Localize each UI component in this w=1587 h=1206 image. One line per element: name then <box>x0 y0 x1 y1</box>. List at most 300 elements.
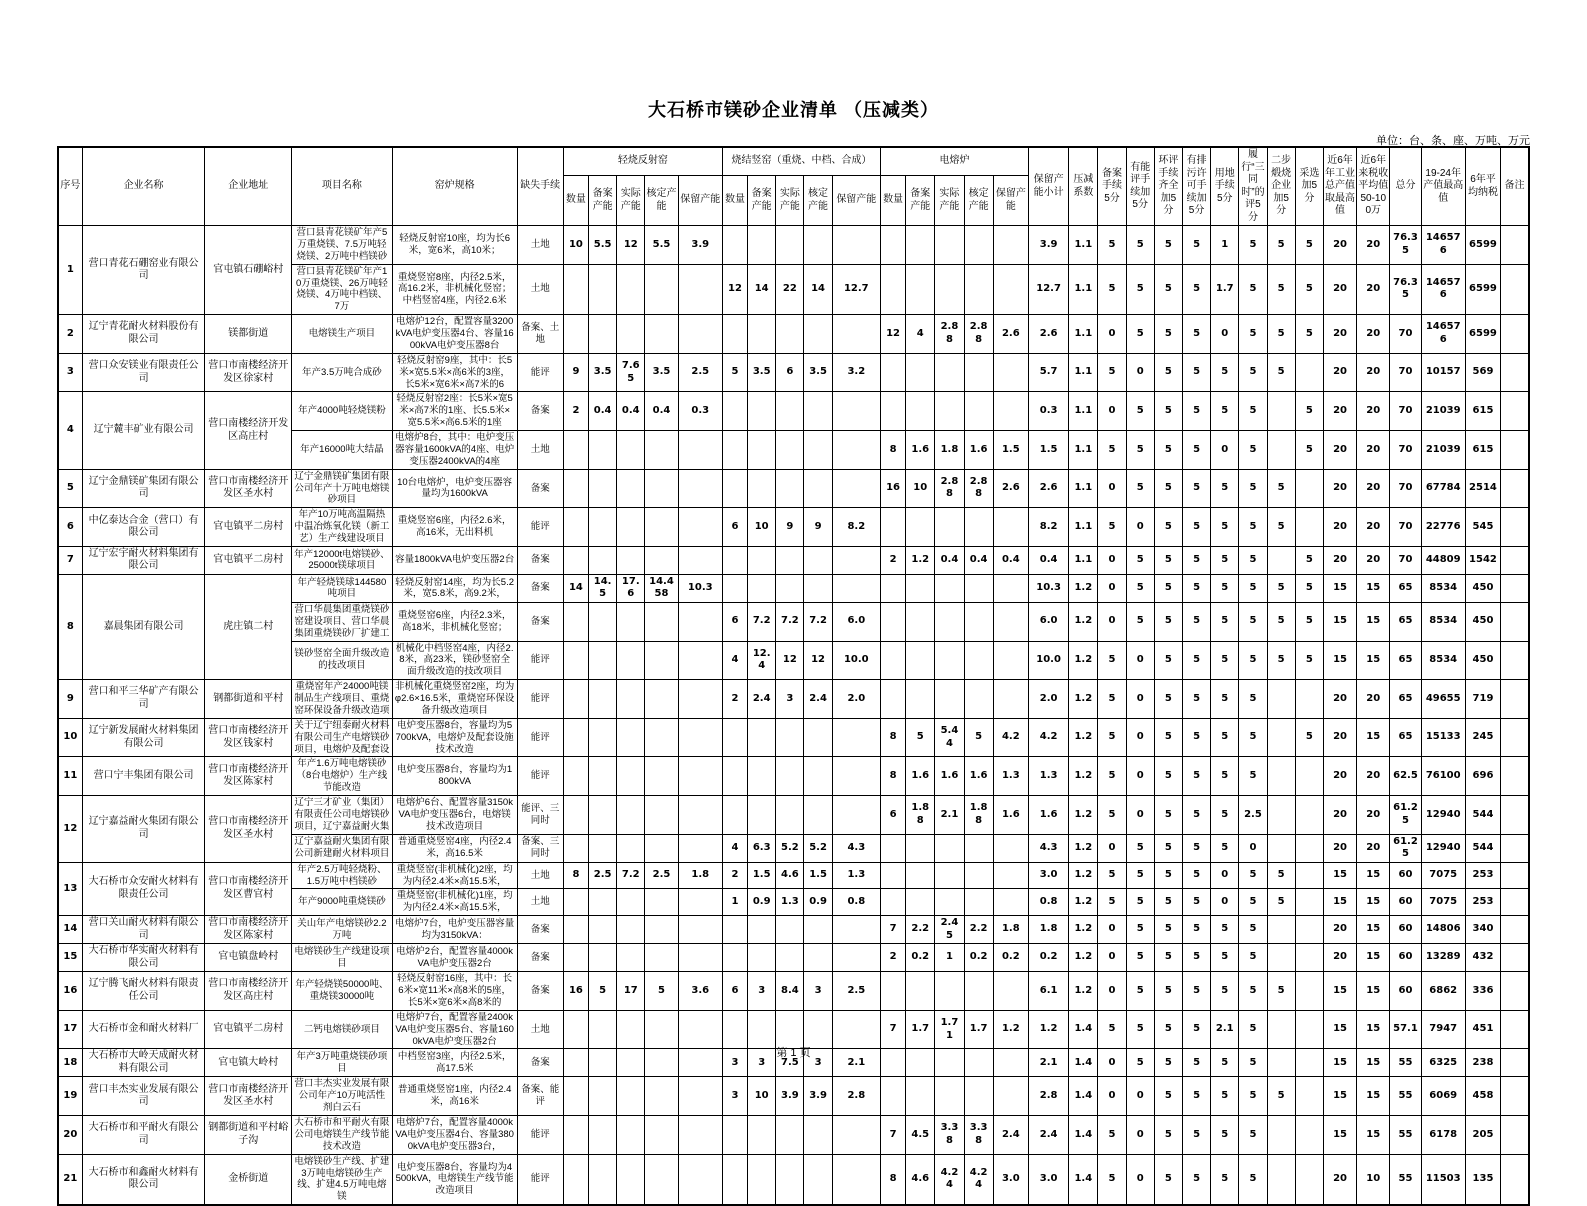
cell-remark <box>1501 944 1529 972</box>
table-header <box>58 147 1529 226</box>
cell-shaft-0 <box>722 546 747 574</box>
cell-light-0: 10 <box>563 226 588 265</box>
cell-missing: 备案 <box>517 1049 563 1077</box>
cell-subtotal: 0.2 <box>1028 944 1068 972</box>
cell-address: 官屯镇大岭村 <box>205 1049 292 1077</box>
cell-light-0 <box>563 944 588 972</box>
cell-subtotal: 1.5 <box>1028 431 1068 470</box>
cell-project: 营口县青花镁矿年产5万重烧镁、7.5万吨轻烧镁、2万吨中档镁砂 <box>292 226 393 265</box>
cell-score-simultaneous: 5 <box>1239 431 1267 470</box>
cell-coefficient: 1.1 <box>1069 546 1098 574</box>
cell-score-mining <box>1295 1154 1323 1205</box>
cell-shaft-1: 1.5 <box>748 862 776 889</box>
cell-score-land: 5 <box>1211 944 1239 972</box>
cell-shaft-0: 5 <box>722 353 747 392</box>
cell-shaft-0 <box>722 1116 747 1155</box>
cell-score-simultaneous: 5 <box>1239 546 1267 574</box>
cell-shaft-1: 6.3 <box>748 834 776 862</box>
table-row <box>58 546 1529 574</box>
cell-project: 辽宁嘉益耐火集团有限公司新建耐火材料项目 <box>292 834 393 862</box>
cell-score-mining: 5 <box>1295 718 1323 757</box>
cell-shaft-4: 2.0 <box>832 680 880 719</box>
cell-subtotal: 0.4 <box>1028 546 1068 574</box>
cell-no: 3 <box>58 353 82 392</box>
cell-light-3 <box>645 889 678 916</box>
cell-furnace-1: 2.2 <box>906 916 935 944</box>
cell-light-2: 17.6 <box>617 574 645 602</box>
sub-header-retained: 保留产能 <box>832 176 880 226</box>
cell-score-pollution: 5 <box>1182 834 1210 862</box>
cell-total-score: 57.1 <box>1390 1010 1421 1049</box>
cell-score-pollution: 5 <box>1182 264 1210 315</box>
cell-subtotal: 1.8 <box>1028 916 1068 944</box>
cell-score-filing: 0 <box>1098 546 1126 574</box>
cell-furnace-0: 16 <box>880 469 905 508</box>
cell-shaft-2: 3.9 <box>776 1077 804 1116</box>
cell-subtotal: 10.3 <box>1028 574 1068 602</box>
cell-missing: 土地 <box>517 862 563 889</box>
cell-shaft-3 <box>804 226 832 265</box>
cell-no: 21 <box>58 1154 82 1205</box>
cell-furnace-3 <box>964 392 993 431</box>
cell-score-mining: 5 <box>1295 226 1323 265</box>
cell-coefficient: 1.4 <box>1069 1154 1098 1205</box>
cell-shaft-1 <box>748 757 776 796</box>
cell-light-0: 8 <box>563 862 588 889</box>
cell-score-eia: 5 <box>1154 862 1182 889</box>
cell-avg-tax: 615 <box>1465 392 1500 431</box>
table-row <box>58 916 1529 944</box>
cell-light-1 <box>589 834 617 862</box>
cell-furnace-1 <box>906 834 935 862</box>
sub-header-approved: 核定产能 <box>804 176 832 226</box>
cell-light-0 <box>563 1154 588 1205</box>
cell-score-twostep <box>1267 680 1295 719</box>
cell-no: 19 <box>58 1077 82 1116</box>
cell-light-1: 5 <box>589 972 617 1011</box>
cell-furnace-1 <box>906 680 935 719</box>
cell-furnace-4 <box>993 1077 1028 1116</box>
cell-light-3 <box>645 508 678 547</box>
cell-shaft-0 <box>722 226 747 265</box>
cell-furnace-4 <box>993 508 1028 547</box>
cell-spec: 中档竖窑3座，内径2.5米，高17.5米 <box>392 1049 517 1077</box>
cell-furnace-1 <box>906 226 935 265</box>
col-header-company: 企业名称 <box>82 147 205 226</box>
cell-coefficient: 1.1 <box>1069 469 1098 508</box>
cell-shaft-2: 6 <box>776 353 804 392</box>
col-header-remark: 备注 <box>1501 147 1529 226</box>
cell-score-filing: 5 <box>1098 264 1126 315</box>
col-header-spec: 窑炉规格 <box>392 147 517 226</box>
cell-score-eia: 5 <box>1154 972 1182 1011</box>
cell-shaft-2: 3 <box>776 680 804 719</box>
cell-light-4: 3.6 <box>678 972 722 1011</box>
cell-light-3: 3.5 <box>645 353 678 392</box>
cell-furnace-4 <box>993 680 1028 719</box>
cell-project: 电熔镁砂生产线建设项目 <box>292 944 393 972</box>
cell-shaft-1 <box>748 392 776 431</box>
cell-light-4 <box>678 469 722 508</box>
cell-missing: 备案 <box>517 392 563 431</box>
cell-furnace-1: 4.6 <box>906 1154 935 1205</box>
cell-score-filing: 0 <box>1098 392 1126 431</box>
cell-shaft-1: 12.4 <box>748 641 776 680</box>
cell-company: 营口青花石硼窑业有限公司 <box>82 226 205 315</box>
cell-missing: 能评 <box>517 757 563 796</box>
cell-score-simultaneous: 5 <box>1239 680 1267 719</box>
cell-score-simultaneous: 5 <box>1239 862 1267 889</box>
cell-project: 年产16000吨大结晶 <box>292 431 393 470</box>
cell-subtotal: 0.8 <box>1028 889 1068 916</box>
cell-score-pollution: 5 <box>1182 431 1210 470</box>
cell-furnace-0: 7 <box>880 916 905 944</box>
cell-score-energy: 0 <box>1126 641 1154 680</box>
cell-shaft-1: 0.9 <box>748 889 776 916</box>
cell-light-2 <box>617 508 645 547</box>
cell-score-filing: 0 <box>1098 1077 1126 1116</box>
cell-missing: 能评 <box>517 641 563 680</box>
cell-score-energy: 5 <box>1126 602 1154 641</box>
col-header-no: 序号 <box>58 147 82 226</box>
cell-light-1 <box>589 796 617 835</box>
cell-furnace-0 <box>880 889 905 916</box>
cell-remark <box>1501 1154 1529 1205</box>
cell-remark <box>1501 916 1529 944</box>
cell-max-output: 6862 <box>1421 972 1465 1011</box>
cell-coefficient: 1.2 <box>1069 602 1098 641</box>
cell-furnace-4: 3.0 <box>993 1154 1028 1205</box>
cell-total-score: 70 <box>1390 508 1421 547</box>
cell-max-output: 76100 <box>1421 757 1465 796</box>
cell-spec: 重烧竖窑6座，内径2.6米，高16米，无出料机 <box>392 508 517 547</box>
table-row <box>58 226 1529 265</box>
cell-score-pollution: 5 <box>1182 508 1210 547</box>
cell-light-4 <box>678 718 722 757</box>
sub-header-actual: 实际产能 <box>617 176 645 226</box>
cell-score-mining <box>1295 972 1323 1011</box>
cell-furnace-4 <box>993 862 1028 889</box>
cell-score-pollution: 5 <box>1182 1077 1210 1116</box>
cell-total-score: 65 <box>1390 602 1421 641</box>
cell-shaft-1 <box>748 916 776 944</box>
cell-shaft-2 <box>776 469 804 508</box>
cell-score-twostep <box>1267 944 1295 972</box>
cell-furnace-2 <box>935 392 964 431</box>
cell-tax-score: 10 <box>1357 1154 1390 1205</box>
cell-shaft-3 <box>804 431 832 470</box>
cell-score-eia: 5 <box>1154 469 1182 508</box>
cell-furnace-0 <box>880 1077 905 1116</box>
cell-furnace-2: 3.38 <box>935 1116 964 1155</box>
sub-header-filed: 备案产能 <box>748 176 776 226</box>
cell-score-eia: 5 <box>1154 226 1182 265</box>
cell-subtotal: 12.7 <box>1028 264 1068 315</box>
cell-spec: 10台电熔炉，电炉变压器容量均为1600kVA <box>392 469 517 508</box>
cell-max-output: 6178 <box>1421 1116 1465 1155</box>
cell-light-4 <box>678 834 722 862</box>
cell-furnace-0 <box>880 834 905 862</box>
cell-light-1 <box>589 602 617 641</box>
cell-project: 年产10万吨高温隔热中温冶炼氧化镁（新工艺）生产线建设项目 <box>292 508 393 547</box>
cell-project: 年产4000吨轻烧镁粉 <box>292 392 393 431</box>
cell-output-score: 20 <box>1323 469 1356 508</box>
cell-output-score: 20 <box>1323 834 1356 862</box>
cell-furnace-0: 2 <box>880 944 905 972</box>
cell-score-filing: 5 <box>1098 641 1126 680</box>
cell-score-energy: 5 <box>1126 264 1154 315</box>
cell-score-mining: 5 <box>1295 264 1323 315</box>
cell-furnace-4 <box>993 226 1028 265</box>
cell-shaft-3 <box>804 757 832 796</box>
cell-score-energy: 0 <box>1126 718 1154 757</box>
cell-no: 20 <box>58 1116 82 1155</box>
cell-score-simultaneous: 5 <box>1239 469 1267 508</box>
col-header-address: 企业地址 <box>205 147 292 226</box>
cell-score-mining: 5 <box>1295 602 1323 641</box>
cell-furnace-1 <box>906 889 935 916</box>
cell-shaft-3 <box>804 1116 832 1155</box>
cell-light-2 <box>617 469 645 508</box>
cell-shaft-3 <box>804 469 832 508</box>
cell-score-simultaneous: 5 <box>1239 1077 1267 1116</box>
cell-score-simultaneous: 5 <box>1239 944 1267 972</box>
cell-address: 官屯镇盘岭村 <box>205 944 292 972</box>
cell-spec: 电熔炉7台，配置容量4000kVA电炉变压器4台、容量3800kVA电炉变压器3台， <box>392 1116 517 1155</box>
cell-score-eia: 5 <box>1154 1077 1182 1116</box>
cell-score-filing: 5 <box>1098 889 1126 916</box>
cell-score-filing: 0 <box>1098 834 1126 862</box>
cell-missing: 能评 <box>517 1116 563 1155</box>
cell-light-0 <box>563 834 588 862</box>
cell-light-2 <box>617 264 645 315</box>
cell-missing: 土地 <box>517 889 563 916</box>
cell-missing: 备案 <box>517 469 563 508</box>
cell-score-energy: 5 <box>1126 392 1154 431</box>
cell-shaft-4: 2.5 <box>832 972 880 1011</box>
cell-light-1 <box>589 1154 617 1205</box>
cell-max-output: 146576 <box>1421 315 1465 354</box>
cell-score-land: 5 <box>1211 469 1239 508</box>
cell-score-twostep <box>1267 1154 1295 1205</box>
cell-shaft-3 <box>804 574 832 602</box>
cell-avg-tax: 135 <box>1465 1154 1500 1205</box>
cell-avg-tax: 2514 <box>1465 469 1500 508</box>
cell-light-4 <box>678 796 722 835</box>
cell-max-output: 146576 <box>1421 264 1465 315</box>
cell-score-twostep: 5 <box>1267 264 1295 315</box>
cell-score-mining <box>1295 353 1323 392</box>
cell-score-mining: 5 <box>1295 315 1323 354</box>
cell-light-2 <box>617 889 645 916</box>
cell-missing: 备案、土地 <box>517 315 563 354</box>
cell-light-0 <box>563 718 588 757</box>
cell-score-simultaneous: 5 <box>1239 508 1267 547</box>
cell-company: 大石桥市华实耐火材料有限公司 <box>82 944 205 972</box>
cell-score-mining <box>1295 862 1323 889</box>
cell-output-score: 15 <box>1323 574 1356 602</box>
cell-light-2 <box>617 680 645 719</box>
cell-score-land: 5 <box>1211 602 1239 641</box>
cell-avg-tax: 458 <box>1465 1077 1500 1116</box>
cell-coefficient: 1.2 <box>1069 796 1098 835</box>
sub-header-approved: 核定产能 <box>964 176 993 226</box>
cell-score-simultaneous: 5 <box>1239 916 1267 944</box>
cell-score-energy: 0 <box>1126 508 1154 547</box>
cell-light-0: 14 <box>563 574 588 602</box>
cell-score-pollution: 5 <box>1182 757 1210 796</box>
cell-address: 营口市南楼经济开发区高庄村 <box>205 972 292 1011</box>
table-row <box>58 862 1529 889</box>
cell-shaft-0 <box>722 392 747 431</box>
cell-company: 辽宁嘉益耐火集团有限公司 <box>82 796 205 863</box>
cell-furnace-1 <box>906 264 935 315</box>
cell-tax-score: 15 <box>1357 889 1390 916</box>
cell-coefficient: 1.2 <box>1069 862 1098 889</box>
cell-shaft-3: 1.5 <box>804 862 832 889</box>
cell-output-score: 15 <box>1323 1077 1356 1116</box>
cell-remark <box>1501 431 1529 470</box>
cell-coefficient: 1.2 <box>1069 972 1098 1011</box>
cell-light-1: 14.5 <box>589 574 617 602</box>
cell-light-1 <box>589 680 617 719</box>
sub-header-retained: 保留产能 <box>678 176 722 226</box>
cell-coefficient: 1.2 <box>1069 916 1098 944</box>
cell-tax-score: 15 <box>1357 1077 1390 1116</box>
cell-missing: 备案 <box>517 546 563 574</box>
cell-shaft-2 <box>776 757 804 796</box>
cell-subtotal: 2.8 <box>1028 1077 1068 1116</box>
cell-furnace-3: 2.88 <box>964 469 993 508</box>
cell-missing: 土地 <box>517 264 563 315</box>
cell-missing: 能评 <box>517 1154 563 1205</box>
cell-score-twostep: 5 <box>1267 353 1295 392</box>
cell-total-score: 65 <box>1390 574 1421 602</box>
cell-furnace-4 <box>993 574 1028 602</box>
cell-shaft-2: 9 <box>776 508 804 547</box>
cell-spec: 电熔炉2台，配置容量4000kVA电炉变压器2台 <box>392 944 517 972</box>
cell-score-land: 1 <box>1211 226 1239 265</box>
cell-light-0 <box>563 641 588 680</box>
cell-total-score: 60 <box>1390 944 1421 972</box>
cell-shaft-3: 9 <box>804 508 832 547</box>
cell-tax-score: 20 <box>1357 226 1390 265</box>
cell-tax-score: 20 <box>1357 431 1390 470</box>
cell-light-2 <box>617 1116 645 1155</box>
cell-score-energy: 5 <box>1126 574 1154 602</box>
cell-remark <box>1501 392 1529 431</box>
cell-score-pollution: 5 <box>1182 796 1210 835</box>
cell-light-2 <box>617 1154 645 1205</box>
cell-shaft-2: 7.5 <box>776 1049 804 1077</box>
cell-avg-tax: 245 <box>1465 718 1500 757</box>
cell-remark <box>1501 353 1529 392</box>
col-header-max-output: 19-24年产值最高值 <box>1421 147 1465 226</box>
cell-furnace-1 <box>906 1077 935 1116</box>
cell-score-simultaneous: 5 <box>1239 718 1267 757</box>
cell-light-2 <box>617 916 645 944</box>
cell-shaft-4 <box>832 574 880 602</box>
cell-light-4 <box>678 315 722 354</box>
table-row <box>58 757 1529 796</box>
cell-score-filing: 5 <box>1098 226 1126 265</box>
cell-tax-score: 15 <box>1357 862 1390 889</box>
cell-score-twostep <box>1267 718 1295 757</box>
cell-score-land: 5 <box>1211 972 1239 1011</box>
cell-furnace-4: 1.5 <box>993 431 1028 470</box>
col-header-output-score: 近6年年工业总产值取最高值 <box>1323 147 1356 226</box>
cell-score-simultaneous: 5 <box>1239 264 1267 315</box>
cell-score-pollution: 5 <box>1182 916 1210 944</box>
cell-shaft-2 <box>776 392 804 431</box>
cell-shaft-2 <box>776 226 804 265</box>
table-row <box>58 1077 1529 1116</box>
cell-tax-score: 15 <box>1357 944 1390 972</box>
cell-project: 镁砂竖窑全面升级改造的技改项目 <box>292 641 393 680</box>
cell-output-score: 20 <box>1323 916 1356 944</box>
cell-project: 年产1.6万吨电熔镁砂（8台电熔炉）生产线节能改造 <box>292 757 393 796</box>
cell-score-twostep: 5 <box>1267 469 1295 508</box>
cell-avg-tax: 451 <box>1465 1010 1500 1049</box>
cell-light-1: 5.5 <box>589 226 617 265</box>
cell-score-filing: 0 <box>1098 972 1126 1011</box>
cell-furnace-4 <box>993 972 1028 1011</box>
cell-light-3 <box>645 264 678 315</box>
cell-light-4 <box>678 602 722 641</box>
cell-tax-score: 20 <box>1357 680 1390 719</box>
cell-subtotal: 3.9 <box>1028 226 1068 265</box>
cell-light-4 <box>678 546 722 574</box>
cell-score-eia: 5 <box>1154 1154 1182 1205</box>
cell-light-4 <box>678 1077 722 1116</box>
cell-shaft-1 <box>748 546 776 574</box>
cell-score-eia: 5 <box>1154 392 1182 431</box>
cell-light-3: 2.5 <box>645 862 678 889</box>
cell-output-score: 20 <box>1323 508 1356 547</box>
cell-light-4: 1.8 <box>678 862 722 889</box>
cell-shaft-0 <box>722 944 747 972</box>
cell-company: 辽宁青花耐火材料股份有限公司 <box>82 315 205 354</box>
cell-furnace-4 <box>993 889 1028 916</box>
cell-light-3 <box>645 718 678 757</box>
cell-spec: 电熔炉12台，配置容量3200kVA电炉变压器4台、容量1600kVA电炉变压器8台 <box>392 315 517 354</box>
cell-remark <box>1501 602 1529 641</box>
cell-score-energy: 0 <box>1126 1154 1154 1205</box>
cell-score-mining <box>1295 1077 1323 1116</box>
cell-score-filing: 5 <box>1098 1010 1126 1049</box>
cell-shaft-4 <box>832 546 880 574</box>
cell-coefficient: 1.2 <box>1069 834 1098 862</box>
col-header-score-filing: 备案手续5分 <box>1098 147 1126 226</box>
cell-furnace-0 <box>880 574 905 602</box>
cell-light-1 <box>589 431 617 470</box>
cell-score-mining <box>1295 680 1323 719</box>
cell-avg-tax: 569 <box>1465 353 1500 392</box>
cell-light-4 <box>678 757 722 796</box>
cell-score-eia: 5 <box>1154 574 1182 602</box>
cell-light-0: 2 <box>563 392 588 431</box>
cell-shaft-0 <box>722 1154 747 1205</box>
cell-shaft-1 <box>748 1154 776 1205</box>
cell-light-2 <box>617 757 645 796</box>
cell-tax-score: 20 <box>1357 757 1390 796</box>
cell-light-4 <box>678 944 722 972</box>
cell-spec: 容量1800kVA电炉变压器2台 <box>392 546 517 574</box>
cell-score-filing: 5 <box>1098 796 1126 835</box>
cell-spec: 电炉变压器8台，容量均为5700kVA，电熔炉及配套设施技术改造 <box>392 718 517 757</box>
cell-avg-tax: 6599 <box>1465 315 1500 354</box>
cell-light-0 <box>563 469 588 508</box>
